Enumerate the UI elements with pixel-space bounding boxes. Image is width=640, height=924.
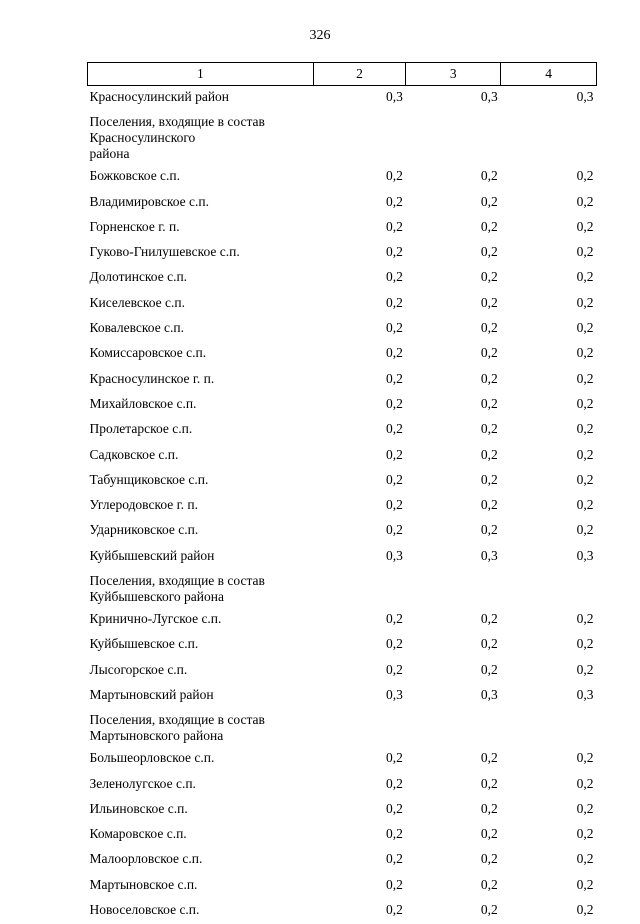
table-row <box>88 216 597 241</box>
table-row <box>88 368 597 393</box>
value-cell-col2: 0,2 <box>313 659 406 684</box>
value-cell-col3: 0,2 <box>406 216 501 241</box>
row-name-cell: Зеленолугское с.п. <box>88 773 314 798</box>
value-cell-col3: 0,2 <box>406 848 501 873</box>
column-header-4: 4 <box>501 63 597 86</box>
value-cell-col2: 0,2 <box>313 216 406 241</box>
value-cell-col3 <box>406 570 501 608</box>
value-cell-col3: 0,2 <box>406 798 501 823</box>
table-row <box>88 570 597 608</box>
value-cell-col2: 0,2 <box>313 317 406 342</box>
row-name-cell: Поселения, входящие в состав Мартыновского района <box>88 709 314 747</box>
table-row <box>88 823 597 848</box>
row-name-cell: Долотинское с.п. <box>88 266 314 291</box>
row-name-cell: Божковское с.п. <box>88 165 314 190</box>
row-name-cell: Горненское г. п. <box>88 216 314 241</box>
table-row <box>88 111 597 165</box>
value-cell-col4: 0,2 <box>501 659 597 684</box>
value-cell-col2: 0,2 <box>313 418 406 443</box>
header-row <box>88 63 597 86</box>
row-name-cell: Поселения, входящие в состав Куйбышевского района <box>88 570 314 608</box>
value-cell-col2: 0,2 <box>313 798 406 823</box>
value-cell-col2: 0,2 <box>313 848 406 873</box>
value-cell-col2: 0,2 <box>313 191 406 216</box>
table-row <box>88 545 597 570</box>
table-row <box>88 709 597 747</box>
row-name-cell: Садковское с.п. <box>88 444 314 469</box>
value-cell-col4: 0,2 <box>501 444 597 469</box>
value-cell-col4: 0,2 <box>501 266 597 291</box>
table-row <box>88 848 597 873</box>
table-row <box>88 444 597 469</box>
row-name-cell: Малоорловское с.п. <box>88 848 314 873</box>
row-name-cell: Красносулинский район <box>88 86 314 112</box>
row-name-cell: Поселения, входящие в состав Красносулинского района <box>88 111 314 165</box>
value-cell-col3: 0,3 <box>406 545 501 570</box>
value-cell-col4 <box>501 570 597 608</box>
value-cell-col4: 0,2 <box>501 241 597 266</box>
value-cell-col4: 0,2 <box>501 519 597 544</box>
column-header-2: 2 <box>313 63 406 86</box>
value-cell-col4: 0,2 <box>501 191 597 216</box>
value-cell-col3: 0,2 <box>406 368 501 393</box>
value-cell-col2: 0,2 <box>313 342 406 367</box>
value-cell-col4: 0,2 <box>501 469 597 494</box>
value-cell-col2 <box>313 111 406 165</box>
row-name-cell: Ковалевское с.п. <box>88 317 314 342</box>
value-cell-col2 <box>313 709 406 747</box>
row-name-cell: Углеродовское г. п. <box>88 494 314 519</box>
value-cell-col4: 0,3 <box>501 545 597 570</box>
column-header-1: 1 <box>88 63 314 86</box>
value-cell-col4: 0,2 <box>501 342 597 367</box>
table-row <box>88 798 597 823</box>
table-row <box>88 165 597 190</box>
value-cell-col2: 0,2 <box>313 165 406 190</box>
value-cell-col3: 0,2 <box>406 292 501 317</box>
row-name-cell: Киселевское с.п. <box>88 292 314 317</box>
value-cell-col3: 0,2 <box>406 393 501 418</box>
value-cell-col4: 0,2 <box>501 165 597 190</box>
value-cell-col2: 0,2 <box>313 266 406 291</box>
value-cell-col4: 0,2 <box>501 418 597 443</box>
table-row <box>88 633 597 658</box>
row-name-cell: Кринично-Лугское с.п. <box>88 608 314 633</box>
value-cell-col3: 0,2 <box>406 191 501 216</box>
value-cell-col4: 0,2 <box>501 393 597 418</box>
value-cell-col2: 0,2 <box>313 823 406 848</box>
table-row <box>88 899 597 924</box>
value-cell-col4: 0,2 <box>501 823 597 848</box>
row-name-cell: Комаровское с.п. <box>88 823 314 848</box>
value-cell-col3 <box>406 709 501 747</box>
value-cell-col2: 0,2 <box>313 773 406 798</box>
table-row <box>88 494 597 519</box>
value-cell-col3: 0,3 <box>406 684 501 709</box>
row-name-cell: Михайловское с.п. <box>88 393 314 418</box>
page-number: 326 <box>0 28 640 44</box>
value-cell-col3: 0,3 <box>406 86 501 112</box>
table-row <box>88 684 597 709</box>
value-cell-col3: 0,2 <box>406 874 501 899</box>
table-row <box>88 773 597 798</box>
row-name-cell: Лысогорское с.п. <box>88 659 314 684</box>
data-table <box>87 62 597 924</box>
value-cell-col4: 0,3 <box>501 86 597 112</box>
value-cell-col2: 0,2 <box>313 747 406 772</box>
row-name-cell: Большеорловское с.п. <box>88 747 314 772</box>
value-cell-col4: 0,2 <box>501 633 597 658</box>
value-cell-col2 <box>313 570 406 608</box>
value-cell-col3: 0,2 <box>406 342 501 367</box>
value-cell-col4: 0,2 <box>501 216 597 241</box>
value-cell-col4: 0,2 <box>501 874 597 899</box>
value-cell-col2: 0,2 <box>313 393 406 418</box>
table-row <box>88 659 597 684</box>
value-cell-col2: 0,2 <box>313 469 406 494</box>
value-cell-col4: 0,2 <box>501 747 597 772</box>
value-cell-col4: 0,2 <box>501 608 597 633</box>
value-cell-col4 <box>501 111 597 165</box>
value-cell-col3: 0,2 <box>406 899 501 924</box>
value-cell-col4: 0,2 <box>501 368 597 393</box>
table-row <box>88 519 597 544</box>
value-cell-col3: 0,2 <box>406 444 501 469</box>
table-row <box>88 292 597 317</box>
value-cell-col3: 0,2 <box>406 241 501 266</box>
value-cell-col3: 0,2 <box>406 823 501 848</box>
value-cell-col2: 0,3 <box>313 684 406 709</box>
value-cell-col3: 0,2 <box>406 494 501 519</box>
value-cell-col2: 0,2 <box>313 633 406 658</box>
value-cell-col4: 0,2 <box>501 494 597 519</box>
table-row <box>88 342 597 367</box>
value-cell-col3: 0,2 <box>406 317 501 342</box>
row-name-cell: Табунщиковское с.п. <box>88 469 314 494</box>
value-cell-col3: 0,2 <box>406 266 501 291</box>
table-row <box>88 317 597 342</box>
value-cell-col4: 0,2 <box>501 292 597 317</box>
value-cell-col3: 0,2 <box>406 165 501 190</box>
table-body <box>88 86 597 924</box>
row-name-cell: Пролетарское с.п. <box>88 418 314 443</box>
value-cell-col2: 0,2 <box>313 292 406 317</box>
row-name-cell: Новоселовское с.п. <box>88 899 314 924</box>
value-cell-col3: 0,2 <box>406 659 501 684</box>
value-cell-col2: 0,3 <box>313 86 406 112</box>
value-cell-col4: 0,2 <box>501 848 597 873</box>
value-cell-col4: 0,2 <box>501 798 597 823</box>
row-name-cell: Красносулинское г. п. <box>88 368 314 393</box>
row-name-cell: Ильиновское с.п. <box>88 798 314 823</box>
row-name-cell: Гуково-Гнилушевское с.п. <box>88 241 314 266</box>
value-cell-col3: 0,2 <box>406 633 501 658</box>
value-cell-col4: 0,2 <box>501 773 597 798</box>
value-cell-col3: 0,2 <box>406 418 501 443</box>
value-cell-col2: 0,2 <box>313 899 406 924</box>
table-row <box>88 191 597 216</box>
table-row <box>88 393 597 418</box>
table-row <box>88 747 597 772</box>
value-cell-col4: 0,2 <box>501 899 597 924</box>
row-name-cell: Комиссаровское с.п. <box>88 342 314 367</box>
value-cell-col4: 0,3 <box>501 684 597 709</box>
table-row <box>88 266 597 291</box>
value-cell-col2: 0,2 <box>313 494 406 519</box>
table-row <box>88 469 597 494</box>
row-name-cell: Ударниковское с.п. <box>88 519 314 544</box>
row-name-cell: Куйбышевское с.п. <box>88 633 314 658</box>
value-cell-col3: 0,2 <box>406 519 501 544</box>
value-cell-col3: 0,2 <box>406 608 501 633</box>
value-cell-col2: 0,2 <box>313 444 406 469</box>
value-cell-col3 <box>406 111 501 165</box>
table-row <box>88 608 597 633</box>
table-row <box>88 418 597 443</box>
row-name-cell: Мартыновское с.п. <box>88 874 314 899</box>
row-name-cell: Мартыновский район <box>88 684 314 709</box>
value-cell-col2: 0,2 <box>313 241 406 266</box>
table-row <box>88 874 597 899</box>
value-cell-col2: 0,2 <box>313 368 406 393</box>
row-name-cell: Владимировское с.п. <box>88 191 314 216</box>
value-cell-col2: 0,2 <box>313 874 406 899</box>
row-name-cell: Куйбышевский район <box>88 545 314 570</box>
table-header <box>88 63 597 86</box>
value-cell-col2: 0,2 <box>313 608 406 633</box>
value-cell-col4: 0,2 <box>501 317 597 342</box>
value-cell-col4 <box>501 709 597 747</box>
value-cell-col2: 0,3 <box>313 545 406 570</box>
value-cell-col2: 0,2 <box>313 519 406 544</box>
table-row <box>88 86 597 112</box>
value-cell-col3: 0,2 <box>406 773 501 798</box>
column-header-3: 3 <box>406 63 501 86</box>
table-row <box>88 241 597 266</box>
value-cell-col3: 0,2 <box>406 747 501 772</box>
value-cell-col3: 0,2 <box>406 469 501 494</box>
